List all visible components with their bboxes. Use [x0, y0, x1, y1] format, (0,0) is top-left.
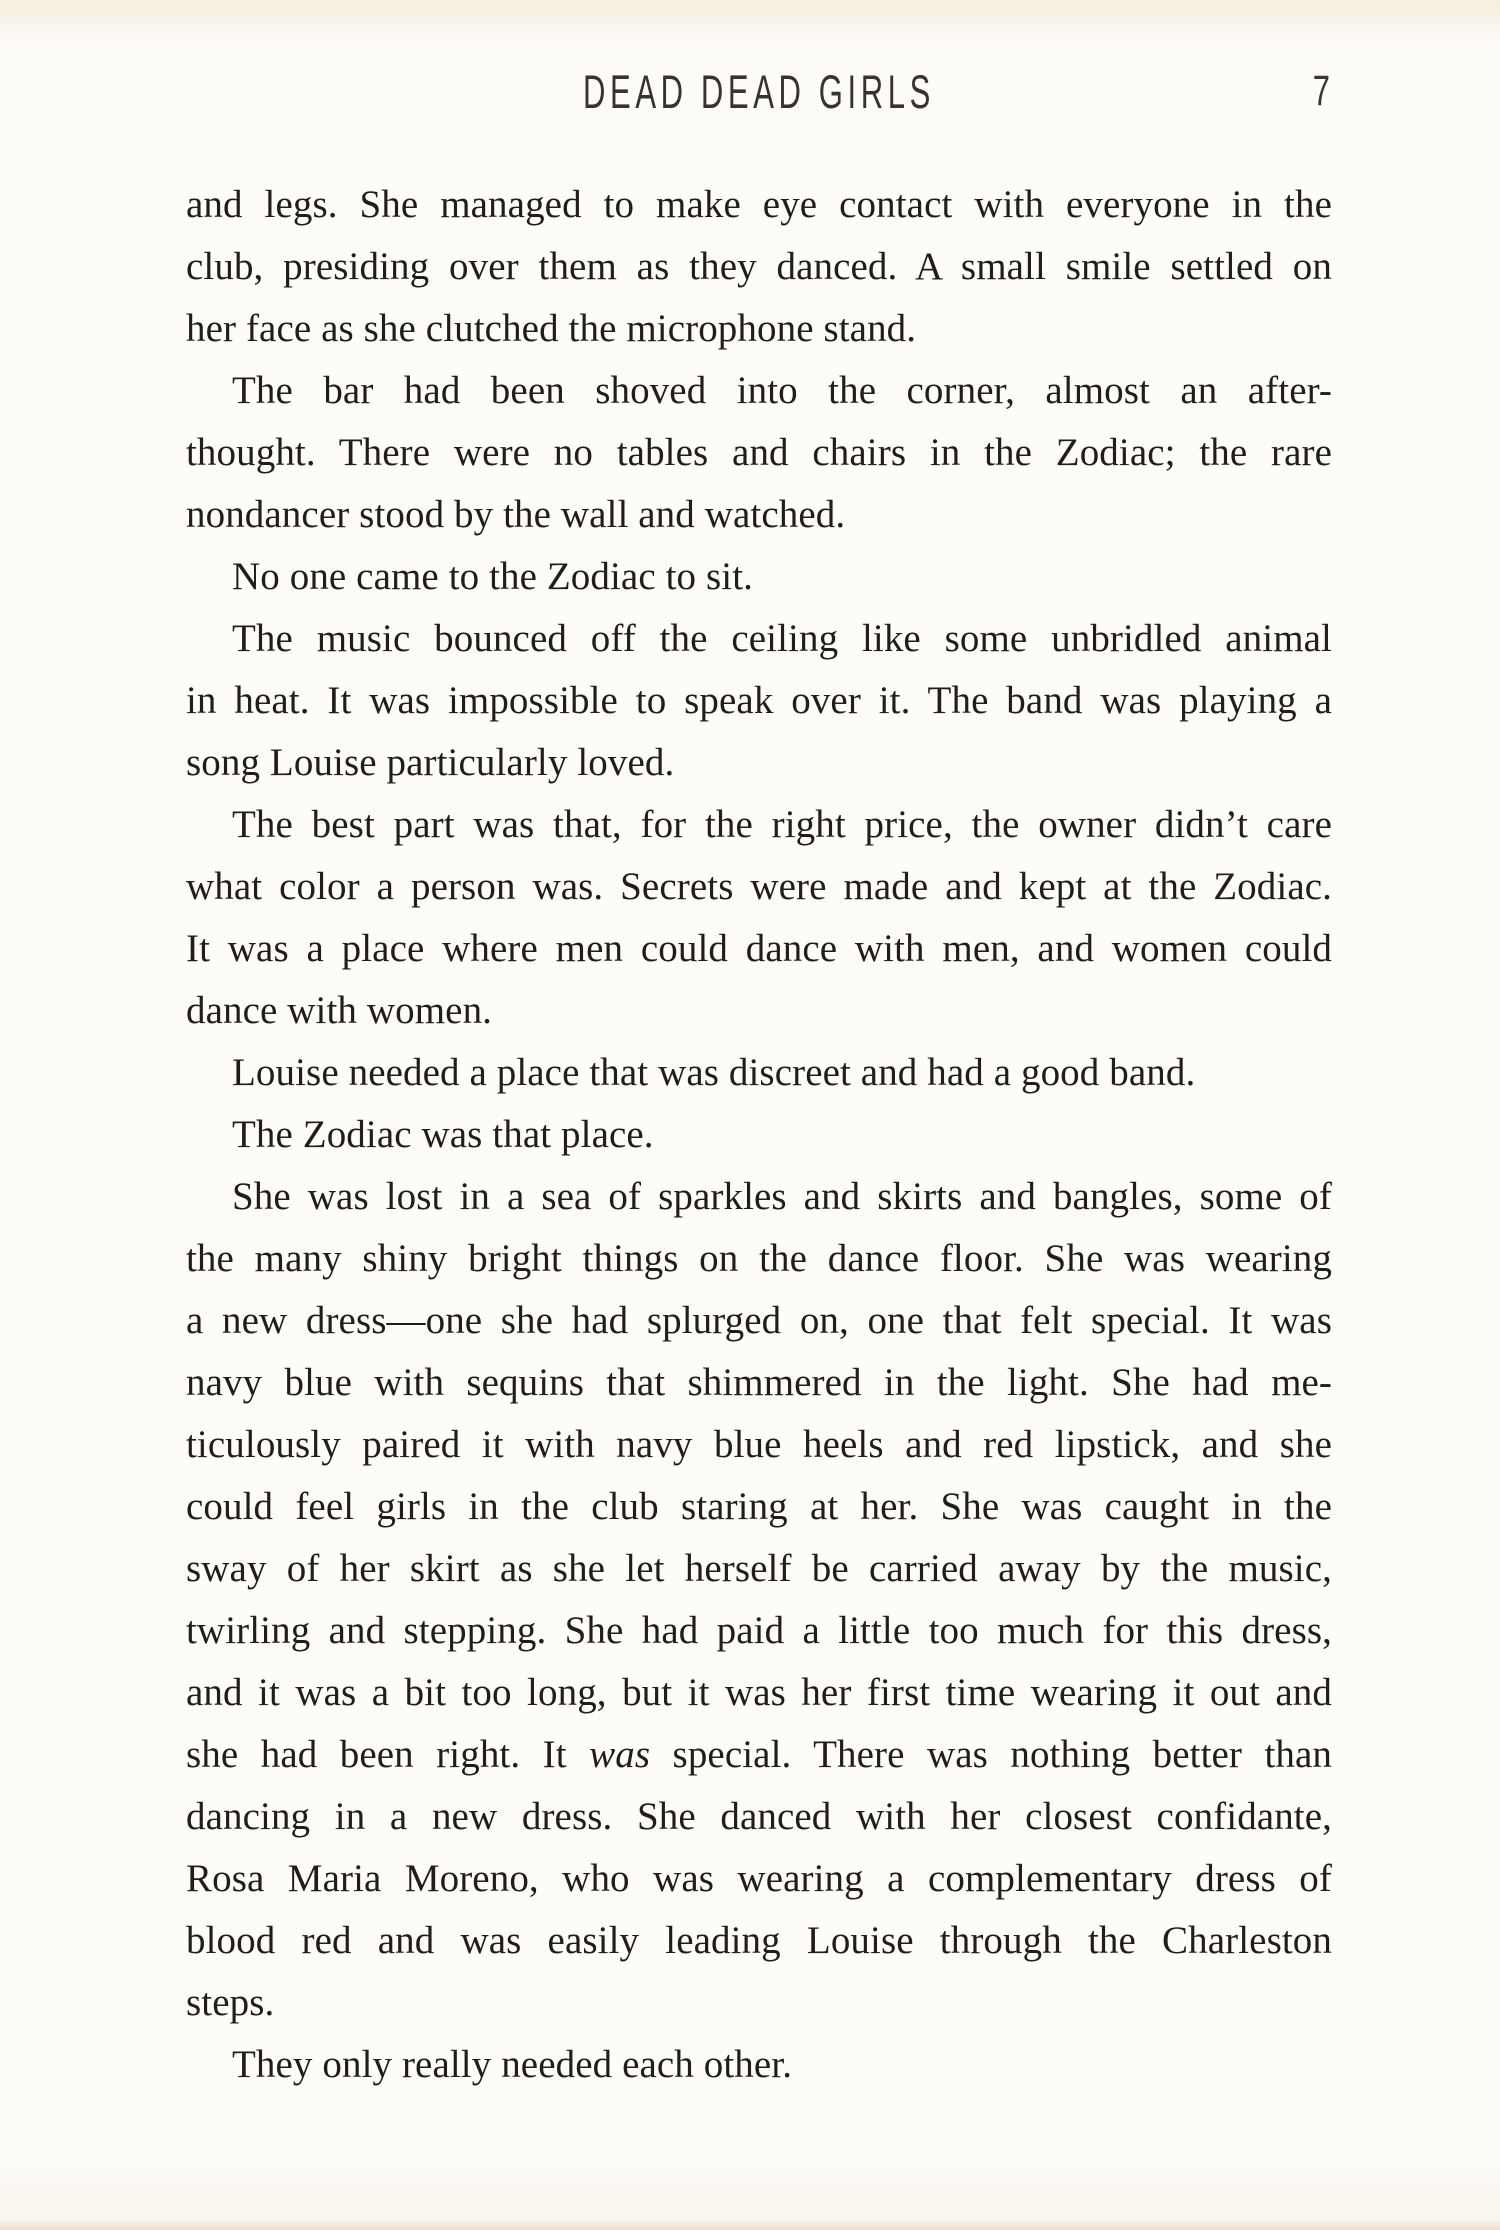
- text-line: in heat. It was impossible to speak over it. The band was playing a: [186, 679, 1332, 722]
- text-line: her face as she clutched the microphone stand.: [186, 307, 917, 350]
- text-line: The best part was that, for the right price, the owner didn’t care: [232, 803, 1332, 846]
- text-line: a new dress—one she had splurged on, one that felt special. It was: [186, 1299, 1332, 1342]
- text-line: the many shiny bright things on the dance floor. She was wearing: [186, 1237, 1332, 1280]
- text-line: could feel girls in the club staring at her. She was caught in the: [186, 1485, 1332, 1528]
- text-line: what color a person was. Secrets were made and kept at the Zodiac.: [186, 865, 1332, 908]
- text-line: thought. There were no tables and chairs in the Zodiac; the rare: [186, 431, 1332, 474]
- text-line: Louise needed a place that was discreet and had a good band.: [232, 1051, 1196, 1094]
- text-line: dancing in a new dress. She danced with her closest confidante,: [186, 1795, 1332, 1838]
- text-line: blood red and was easily leading Louise through the Charleston: [186, 1919, 1332, 1962]
- text-line: dance with women.: [186, 989, 493, 1032]
- text-line: steps.: [186, 1981, 275, 2024]
- text-line: twirling and stepping. She had paid a little too much for this dress,: [186, 1609, 1332, 1652]
- text-line: It was a place where men could dance with men, and women could: [186, 927, 1332, 970]
- text-line: Rosa Maria Moreno, who was wearing a complementary dress of: [186, 1857, 1332, 1900]
- page-body: [186, 174, 1332, 2096]
- text-line: No one came to the Zodiac to sit.: [232, 555, 753, 598]
- text-line: nondancer stood by the wall and watched.: [186, 493, 846, 536]
- text-line: ticulously paired it with navy blue heels and red lipstick, and she: [186, 1423, 1332, 1466]
- top-edge-tint: [0, 0, 1500, 42]
- text-line: she had been right. It was special. There was nothing better than: [186, 1733, 1332, 1776]
- running-title: DEAD DEAD GIRLS: [582, 65, 935, 118]
- bottom-edge-tint: [0, 2220, 1500, 2230]
- text-line: The music bounced off the ceiling like some unbridled animal: [232, 617, 1332, 660]
- text-line: club, presiding over them as they danced. A small smile settled on: [186, 245, 1332, 288]
- text-line: and legs. She managed to make eye contact with everyone in the: [186, 183, 1332, 226]
- text-line: The Zodiac was that place.: [232, 1113, 654, 1156]
- text-line: sway of her skirt as she let herself be carried away by the music,: [186, 1547, 1332, 1590]
- text-line: and it was a bit too long, but it was her first time wearing it out and: [186, 1671, 1332, 1714]
- page-header: [186, 64, 1332, 120]
- text-line: navy blue with sequins that shimmered in the light. She had me-: [186, 1361, 1332, 1404]
- text-line: The bar had been shoved into the corner, almost an after-: [232, 369, 1332, 412]
- page-number: 7: [1312, 67, 1330, 115]
- text-line: song Louise particularly loved.: [186, 741, 675, 784]
- text-line: They only really needed each other.: [232, 2043, 793, 2086]
- text-line: She was lost in a sea of sparkles and skirts and bangles, some of: [232, 1175, 1332, 1218]
